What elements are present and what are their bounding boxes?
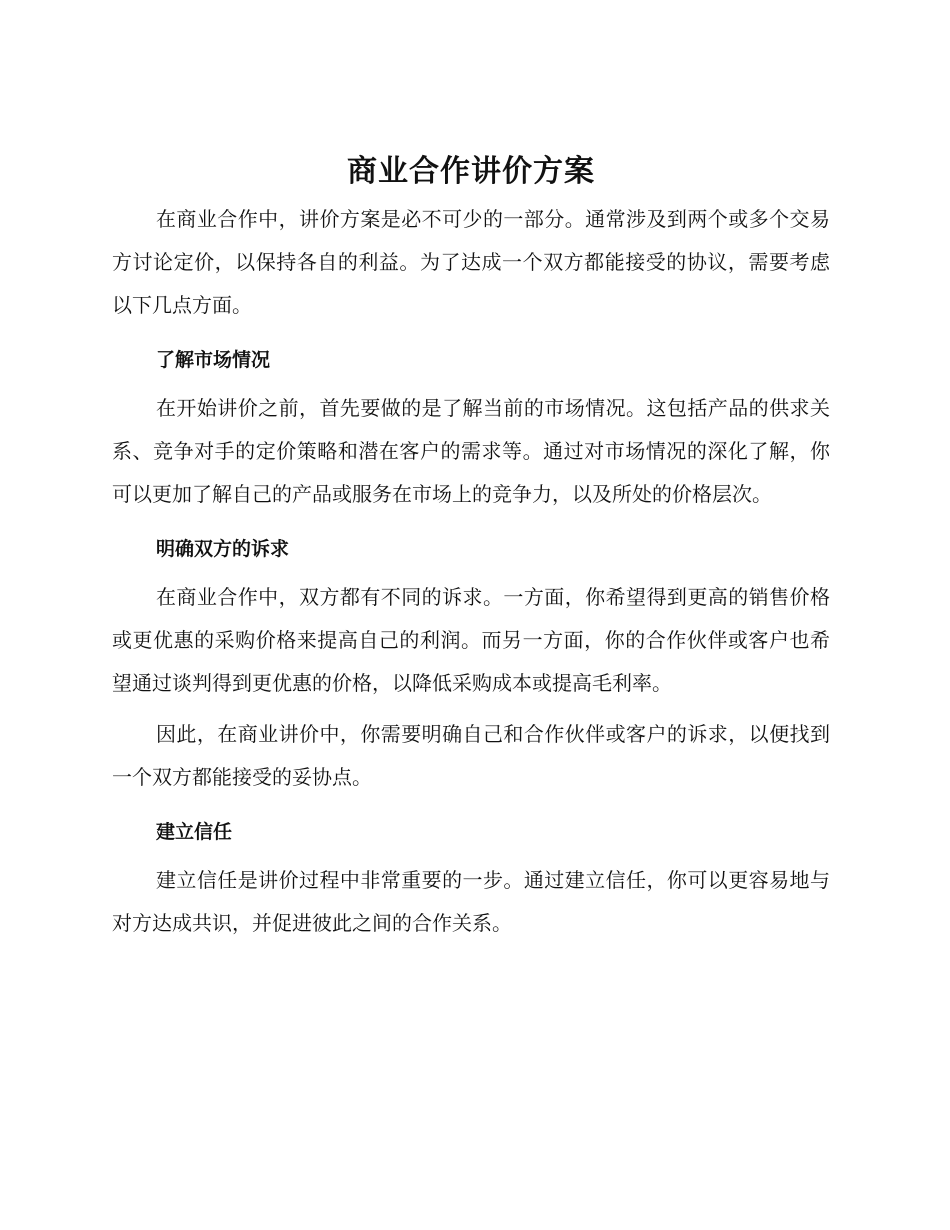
section-heading: 了解市场情况: [156, 349, 271, 371]
section-paragraph: 因此，在商业讲价中，你需要明确自己和合作伙伴或客户的诉求，以便找到一个双方都能接受的妥协点。: [112, 722, 830, 789]
section-paragraph: 在开始讲价之前，首先要做的是了解当前的市场情况。这包括产品的供求关系、竞争对手的定价策略和潜在客户的需求等。通过对市场情况的深化了解，你可以更加了解自己的产品或服务在市场上的竞争力，以及所处的价格层次。: [112, 396, 830, 506]
section-trust: [112, 817, 830, 945]
section-paragraph: 在商业合作中，双方都有不同的诉求。一方面，你希望得到更高的销售价格或更优惠的采购价格来提高自己的利润。而另一方面，你的合作伙伴或客户也希望通过谈判得到更优惠的价格，以降低采购成本或提高毛利率。: [112, 585, 830, 695]
document-title: 商业合作讲价方案: [347, 154, 595, 189]
section-demands: [112, 534, 830, 799]
section-heading: 明确双方的诉求: [156, 538, 290, 560]
section-market: [112, 345, 830, 516]
intro-paragraph: 在商业合作中，讲价方案是必不可少的一部分。通常涉及到两个或多个交易方讨论定价，以保持各自的利益。为了达成一个双方都能接受的协议，需要考虑以下几点方面。: [112, 207, 830, 317]
section-heading: 建立信任: [156, 821, 233, 843]
section-paragraph: 建立信任是讲价过程中非常重要的一步。通过建立信任，你可以更容易地与对方达成共识，并促进彼此之间的合作关系。: [112, 868, 830, 935]
